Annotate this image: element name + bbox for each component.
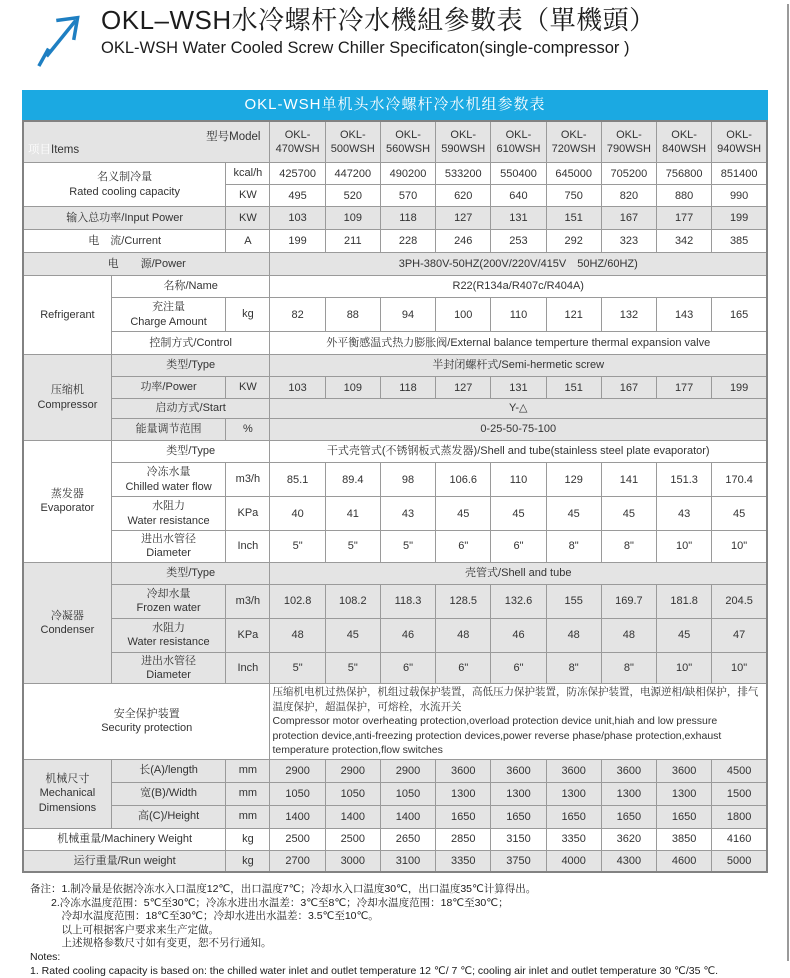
value-cell: 1050 <box>270 782 325 805</box>
unit-kpa: KPa <box>226 618 270 652</box>
unit-inch: Inch <box>226 531 270 563</box>
table-row <box>23 805 767 828</box>
value-cell: 45 <box>546 497 601 531</box>
value-cell: 756800 <box>657 163 712 185</box>
value-cell: 3850 <box>657 828 712 850</box>
label-evaporator-type: 类型/Type <box>111 441 270 463</box>
value-cell: 48 <box>601 618 656 652</box>
value-cell: 620 <box>436 185 491 207</box>
value-cell: 3350 <box>436 850 491 872</box>
value-cell: 2900 <box>380 759 435 782</box>
value-cell: 6" <box>380 652 435 684</box>
value-cell: 82 <box>270 298 325 332</box>
value-cell: 118.3 <box>380 584 435 618</box>
label-width: 宽(B)/Width <box>111 782 225 805</box>
value-cell: 167 <box>601 377 656 399</box>
unit-a: A <box>226 230 270 253</box>
value-cell: 128.5 <box>436 584 491 618</box>
value-cell: 1400 <box>270 805 325 828</box>
value-cell: 1800 <box>712 805 767 828</box>
value-cell: 132.6 <box>491 584 546 618</box>
unit-kw: KW <box>226 207 270 230</box>
note-line: 1. Rated cooling capacity is based on: the chilled water inlet and outlet temperature 12 ℃/ 7 ℃; cooling air inlet and outlet temperature 30 ℃/35 ℃. <box>30 964 719 977</box>
value-cell: 8" <box>546 652 601 684</box>
value-cell: 46 <box>491 618 546 652</box>
value-cell: 47 <box>712 618 767 652</box>
model-header: OKL- 790WSH <box>601 121 656 163</box>
note-line: 以上可根据客户要求来生产定做。 <box>30 923 219 936</box>
value-cell: 2650 <box>380 828 435 850</box>
value-cell: 211 <box>325 230 380 253</box>
page-subtitle: OKL-WSH Water Cooled Screw Chiller Specificaton(single-compressor ) <box>101 39 630 57</box>
value-cell: 48 <box>270 618 325 652</box>
label-evap-diameter: 进出水管径 Diameter <box>111 531 225 563</box>
value-cell: 177 <box>657 207 712 230</box>
value-cell: 1300 <box>546 782 601 805</box>
value-cell: 3750 <box>491 850 546 872</box>
unit-kpa: KPa <box>226 497 270 531</box>
value-cell: 103 <box>270 377 325 399</box>
value-cell: 100 <box>436 298 491 332</box>
footer-notes <box>30 883 790 978</box>
table-row <box>23 441 767 463</box>
value-cell: 1300 <box>657 782 712 805</box>
value-control: 外平衡感温式热力膨胀阀/External balance temperture thermal expansion valve <box>270 332 767 355</box>
table-row <box>23 207 767 230</box>
value-security-protection: 压缩机电机过热保护，机组过载保护装置，高低压力保护装置，防冻保护装置，电源逆相/缺相保护，排气温度保护，超温保护，可熔栓，水流开关 Compressor motor overheating protection,overload protection device unit,hiah and low pressure protection device,anti-freezing protection devices,power reverse phase/phase protection,exhaust temperature protection,flow switches <box>270 684 767 759</box>
value-cell: 129 <box>546 463 601 497</box>
value-cell: 3350 <box>546 828 601 850</box>
table-row <box>23 377 767 399</box>
value-cell: 851400 <box>712 163 767 185</box>
value-cell: 990 <box>712 185 767 207</box>
table-row <box>23 828 767 850</box>
value-cell: 118 <box>380 377 435 399</box>
value-cell: 4600 <box>657 850 712 872</box>
value-cell: 3000 <box>325 850 380 872</box>
value-cell: 246 <box>436 230 491 253</box>
value-cell: 45 <box>657 618 712 652</box>
value-cell: 4160 <box>712 828 767 850</box>
value-cell: 3600 <box>657 759 712 782</box>
value-cell: 1300 <box>491 782 546 805</box>
value-cell: 121 <box>546 298 601 332</box>
label-frozen-water: 冷却水量 Frozen water <box>111 584 225 618</box>
value-cell: 5" <box>325 652 380 684</box>
table-row <box>23 276 767 298</box>
value-refrigerant-name: R22(R134a/R407c/R404A) <box>270 276 767 298</box>
page-title: OKL–WSH水冷螺杆冷水機組參數表（單機頭） <box>101 5 656 35</box>
value-cell: 46 <box>380 618 435 652</box>
value-cell: 151 <box>546 207 601 230</box>
value-cell: 6" <box>491 531 546 563</box>
value-cell: 45 <box>601 497 656 531</box>
value-cell: 533200 <box>436 163 491 185</box>
value-cell: 169.7 <box>601 584 656 618</box>
value-cell: 10" <box>712 531 767 563</box>
value-cell: 228 <box>380 230 435 253</box>
value-cell: 127 <box>436 377 491 399</box>
note-line: 冷却水温度范围：18℃至30℃；冷却水进出水温差：3.5℃至10℃。 <box>30 910 379 923</box>
label-compressor-power: 功率/Power <box>111 377 225 399</box>
value-cell: 88 <box>325 298 380 332</box>
value-cell: 151 <box>546 377 601 399</box>
value-cell: 3600 <box>601 759 656 782</box>
value-cell: 85.1 <box>270 463 325 497</box>
spec-table-body <box>23 163 767 873</box>
value-cell: 3150 <box>491 828 546 850</box>
value-cell: 5000 <box>712 850 767 872</box>
page <box>0 4 790 977</box>
unit-mm: mm <box>226 805 270 828</box>
value-cell: 447200 <box>325 163 380 185</box>
value-cell: 645000 <box>546 163 601 185</box>
value-cell: 155 <box>546 584 601 618</box>
value-cell: 177 <box>657 377 712 399</box>
value-cell: 1650 <box>436 805 491 828</box>
model-header: OKL- 840WSH <box>657 121 712 163</box>
value-cell: 127 <box>436 207 491 230</box>
header-row <box>23 121 767 163</box>
section-mechanical-dimensions: 机械尺寸 Mechanical Dimensions <box>23 759 111 828</box>
label-rated-cooling-capacity: 名义制冷量 Rated cooling capacity <box>23 163 226 207</box>
value-compressor-type: 半封闭螺杆式/Semi-hermetic screw <box>270 355 767 377</box>
value-cell: 109 <box>325 377 380 399</box>
value-cell: 550400 <box>491 163 546 185</box>
value-cell: 98 <box>380 463 435 497</box>
value-cell: 342 <box>657 230 712 253</box>
value-cell: 170.4 <box>712 463 767 497</box>
value-cell: 750 <box>546 185 601 207</box>
label-cond-water-resistance: 水阻力 Water resistance <box>111 618 225 652</box>
table-row <box>23 419 767 441</box>
label-cond-diameter: 进出水管径 Diameter <box>111 652 225 684</box>
table-row <box>23 399 767 419</box>
model-header: OKL- 470WSH <box>270 121 325 163</box>
value-cell: 8" <box>546 531 601 563</box>
value-cell: 141 <box>601 463 656 497</box>
value-cell: 10" <box>657 531 712 563</box>
value-cell: 2900 <box>325 759 380 782</box>
value-cell: 108.2 <box>325 584 380 618</box>
label-chilled-water-flow: 冷冻水量 Chilled water flow <box>111 463 225 497</box>
value-cell: 292 <box>546 230 601 253</box>
table-row <box>23 618 767 652</box>
value-cell: 1300 <box>436 782 491 805</box>
value-cell: 199 <box>270 230 325 253</box>
section-compressor: 压缩机 Compressor <box>23 355 111 441</box>
value-cell: 10" <box>712 652 767 684</box>
unit-kcalh: kcal/h <box>226 163 270 185</box>
unit-kw: KW <box>226 185 270 207</box>
value-cell: 5" <box>270 652 325 684</box>
value-cell: 10" <box>657 652 712 684</box>
label-run-weight: 运行重量/Run weight <box>23 850 226 872</box>
value-cell: 143 <box>657 298 712 332</box>
value-cell: 705200 <box>601 163 656 185</box>
value-cell: 385 <box>712 230 767 253</box>
value-cell: 4300 <box>601 850 656 872</box>
value-condenser-type: 壳管式/Shell and tube <box>270 562 767 584</box>
model-header: OKL- 590WSH <box>436 121 491 163</box>
table-row <box>23 759 767 782</box>
value-cell: 5" <box>270 531 325 563</box>
table-row <box>23 163 767 185</box>
model-header: OKL- 940WSH <box>712 121 767 163</box>
table-row <box>23 463 767 497</box>
value-cell: 181.8 <box>657 584 712 618</box>
value-cell: 167 <box>601 207 656 230</box>
value-cell: 570 <box>380 185 435 207</box>
label-energy-range: 能量调节范围 <box>111 419 225 441</box>
value-cell: 199 <box>712 377 767 399</box>
value-cell: 199 <box>712 207 767 230</box>
unit-kw: KW <box>226 377 270 399</box>
value-cell: 1300 <box>601 782 656 805</box>
title-block <box>101 4 656 60</box>
value-cell: 204.5 <box>712 584 767 618</box>
value-cell: 6" <box>491 652 546 684</box>
value-cell: 110 <box>491 463 546 497</box>
value-cell: 6" <box>436 531 491 563</box>
value-cell: 45 <box>491 497 546 531</box>
label-evap-water-resistance: 水阻力 Water resistance <box>111 497 225 531</box>
value-cell: 151.3 <box>657 463 712 497</box>
value-cell: 40 <box>270 497 325 531</box>
label-length: 长(A)/length <box>111 759 225 782</box>
note-line: Notes: <box>30 951 61 964</box>
value-cell: 2900 <box>270 759 325 782</box>
value-cell: 323 <box>601 230 656 253</box>
label-control: 控制方式/Control <box>111 332 270 355</box>
value-cell: 2500 <box>325 828 380 850</box>
unit-kg: kg <box>226 828 270 850</box>
unit-percent: % <box>226 419 270 441</box>
value-cell: 6" <box>436 652 491 684</box>
value-cell: 109 <box>325 207 380 230</box>
table-row <box>23 298 767 332</box>
value-cell: 1050 <box>380 782 435 805</box>
corner-model-label: 型号Model <box>206 131 261 143</box>
table-row <box>23 253 767 276</box>
label-refrigerant-name: 名称/Name <box>111 276 270 298</box>
note-line: 上述规格参数尺寸如有变更，恕不另行通知。 <box>30 937 272 950</box>
value-cell: 48 <box>546 618 601 652</box>
value-cell: 5" <box>325 531 380 563</box>
value-cell: 3600 <box>491 759 546 782</box>
value-cell: 45 <box>436 497 491 531</box>
value-cell: 4500 <box>712 759 767 782</box>
value-cell: 1650 <box>601 805 656 828</box>
unit-mm: mm <box>226 782 270 805</box>
value-cell: 43 <box>380 497 435 531</box>
value-cell: 131 <box>491 377 546 399</box>
value-cell: 520 <box>325 185 380 207</box>
label-power-supply: 电 源/Power <box>23 253 270 276</box>
value-cell: 2850 <box>436 828 491 850</box>
scan-edge-line <box>787 4 789 961</box>
value-cell: 253 <box>491 230 546 253</box>
value-cell: 118 <box>380 207 435 230</box>
value-cell: 2500 <box>270 828 325 850</box>
value-cell: 132 <box>601 298 656 332</box>
corner-items-en: Items <box>51 144 80 156</box>
value-cell: 43 <box>657 497 712 531</box>
label-height: 高(C)/Height <box>111 805 225 828</box>
model-header: OKL- 500WSH <box>325 121 380 163</box>
unit-m3h: m3/h <box>226 584 270 618</box>
value-cell: 1650 <box>657 805 712 828</box>
label-machinery-weight: 机械重量/Machinery Weight <box>23 828 226 850</box>
table-row <box>23 584 767 618</box>
table-row <box>23 684 767 759</box>
value-cell: 1650 <box>546 805 601 828</box>
value-cell: 89.4 <box>325 463 380 497</box>
model-header: OKL- 560WSH <box>380 121 435 163</box>
model-header: OKL- 610WSH <box>491 121 546 163</box>
value-energy-range: 0-25-50-75-100 <box>270 419 767 441</box>
value-cell: 3100 <box>380 850 435 872</box>
corner-items-label <box>28 141 79 157</box>
unit-m3h: m3/h <box>226 463 270 497</box>
table-banner: OKL-WSH单机头水冷螺杆冷水机组参数表 <box>22 90 768 120</box>
model-header: OKL- 720WSH <box>546 121 601 163</box>
table-row <box>23 355 767 377</box>
note-line: 备注：1.制冷量是依据冷冻水入口温度12℃，出口温度7℃；冷却水入口温度30℃，出口温度35℃计算得出。 <box>30 883 537 896</box>
table-row <box>23 230 767 253</box>
value-cell: 48 <box>436 618 491 652</box>
page-header <box>0 4 790 68</box>
value-cell: 1650 <box>491 805 546 828</box>
value-cell: 1500 <box>712 782 767 805</box>
value-cell: 880 <box>657 185 712 207</box>
value-cell: 45 <box>325 618 380 652</box>
value-cell: 1050 <box>325 782 380 805</box>
value-cell: 425700 <box>270 163 325 185</box>
value-start-mode: Y-△ <box>270 399 767 419</box>
section-refrigerant: Refrigerant <box>23 276 111 355</box>
unit-inch: Inch <box>226 652 270 684</box>
value-cell: 8" <box>601 652 656 684</box>
value-cell: 3620 <box>601 828 656 850</box>
unit-kg: kg <box>226 298 270 332</box>
spec-table <box>22 120 768 873</box>
value-cell: 3600 <box>436 759 491 782</box>
value-cell: 106.6 <box>436 463 491 497</box>
value-cell: 490200 <box>380 163 435 185</box>
value-cell: 820 <box>601 185 656 207</box>
table-row <box>23 531 767 563</box>
value-cell: 1400 <box>325 805 380 828</box>
label-current: 电 流/Current <box>23 230 226 253</box>
section-evaporator: 蒸发器 Evaporator <box>23 441 111 563</box>
value-cell: 102.8 <box>270 584 325 618</box>
table-row <box>23 652 767 684</box>
table-row <box>23 562 767 584</box>
value-cell: 45 <box>712 497 767 531</box>
value-cell: 5" <box>380 531 435 563</box>
value-cell: 41 <box>325 497 380 531</box>
corner-cell <box>23 121 270 163</box>
value-cell: 131 <box>491 207 546 230</box>
blue-diagonal-arrow-icon <box>34 6 96 68</box>
unit-mm: mm <box>226 759 270 782</box>
table-row <box>23 497 767 531</box>
label-start-mode: 启动方式/Start <box>111 399 270 419</box>
value-cell: 8" <box>601 531 656 563</box>
value-cell: 640 <box>491 185 546 207</box>
value-power-supply: 3PH-380V-50HZ(200V/220V/415V 50HZ/60HZ) <box>270 253 767 276</box>
label-security-protection: 安全保护装置 Security protection <box>23 684 270 759</box>
label-charge-amount: 充注量 Charge Amount <box>111 298 225 332</box>
value-evaporator-type: 干式壳管式(不锈钢板式蒸发器)/Shell and tube(stainless steel plate evaporator) <box>270 441 767 463</box>
table-row <box>23 850 767 872</box>
value-cell: 3600 <box>546 759 601 782</box>
value-cell: 4000 <box>546 850 601 872</box>
label-input-power: 输入总功率/Input Power <box>23 207 226 230</box>
value-cell: 165 <box>712 298 767 332</box>
value-cell: 110 <box>491 298 546 332</box>
corner-items-cn: 项目 <box>28 144 51 156</box>
value-cell: 2700 <box>270 850 325 872</box>
table-row <box>23 332 767 355</box>
value-cell: 94 <box>380 298 435 332</box>
value-cell: 1400 <box>380 805 435 828</box>
value-cell: 103 <box>270 207 325 230</box>
note-line: 2.冷冻水温度范围：5℃至30℃；冷冻水进出水温差：3℃至8℃；冷却水温度范围：18℃至30℃； <box>30 896 509 909</box>
unit-kg: kg <box>226 850 270 872</box>
table-row <box>23 782 767 805</box>
label-condenser-type: 类型/Type <box>111 562 270 584</box>
label-compressor-type: 类型/Type <box>111 355 270 377</box>
section-condenser: 冷凝器 Condenser <box>23 562 111 684</box>
value-cell: 495 <box>270 185 325 207</box>
